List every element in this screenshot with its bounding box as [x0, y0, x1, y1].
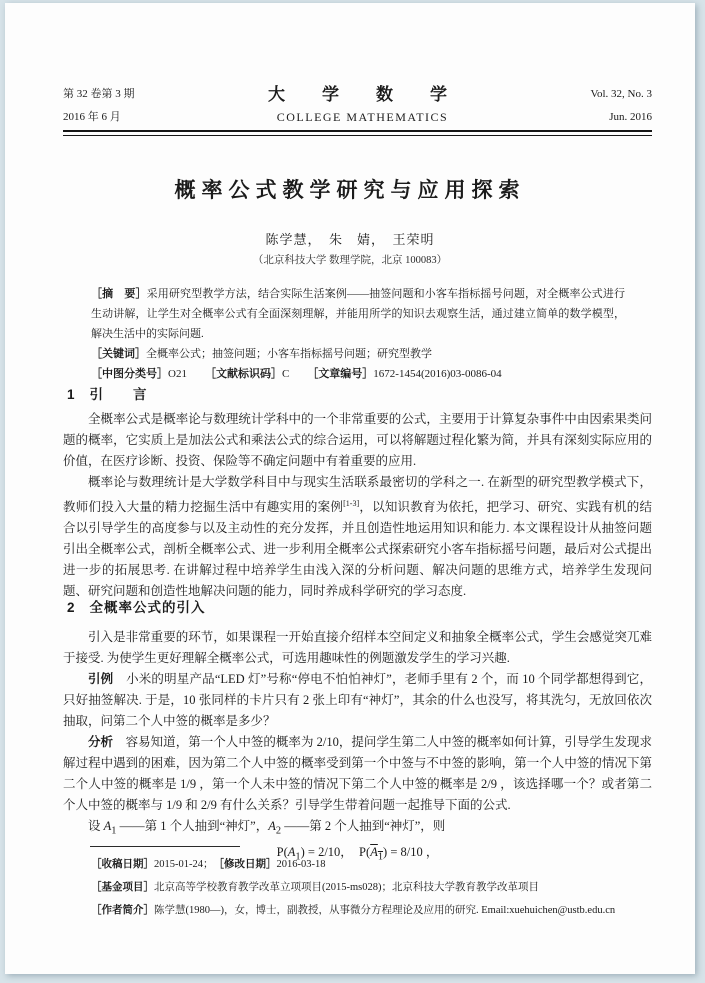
abstract-paragraph	[91, 284, 625, 344]
event-variable-A1: A	[103, 819, 112, 833]
formula-text: ) = 8/10 ，	[383, 844, 439, 859]
section1-paragraph-2	[63, 472, 652, 602]
section2-number: 2	[67, 600, 76, 615]
paragraph-text: ，以知识教育为依托，把学习、研究、实践有机的结合以引导学生的高度参与以及主动性的充分发挥，并且创造性地运用知识和能力. 本文课程设计从抽签问题引出全概率公式，剖析全概率公式、进一步利用全概率公式探索研究小客车指标摇号问题，最后对公式提出进一步的拓展思考. 在讲解过程中培养学生由浅入深的分析问题、解决问题的思维方式，培养学生发现问题、研究问题和创造性地解决问题的能力，同时养成科学研究的学习态度.	[63, 500, 652, 599]
paper-page	[5, 3, 695, 974]
section1-title: 引 言	[89, 387, 148, 402]
abstract-block	[91, 284, 625, 384]
footnote-separator-rule	[90, 846, 240, 847]
received-date-value: 2015-01-24；	[154, 859, 209, 870]
clc-value: O21	[168, 368, 187, 380]
event-definition-line	[63, 816, 652, 842]
analysis-text: 容易知道，第一个人中签的概率为 2/10，提问学生第二人中签的概率如何计算，引导学生发现求解过程中遇到的困难，因为第二个人中签的概率受到第一个中签与不中签的影响，第一个人中签的情况下第二个人中签的概率是 1/9 ，第一个人未中签的情况下第二个人中签的概率是 2/9 ，该选择哪一个？或者第二个人中签的概率与 1/9 和 2/9 有什么关系？引导学生带着问题一起推导下面的公式.	[63, 735, 652, 812]
event-variable-A2: A	[268, 819, 276, 833]
journal-date-en: Jun. 2016	[609, 111, 652, 123]
doc-code-value: C	[281, 368, 290, 380]
example-paragraph	[63, 669, 652, 732]
dates-footnote	[91, 853, 636, 876]
example-text: 小米的明星产品“LED 灯”号称“停电不怕怕神灯”，老师手里有 2 个，而 10 个同学都想得到它，只好抽签解决. 于是，10 张同样的卡片只有 2 张上印有“神灯”，其余的什么也没写，将其洗匀，无放回依次抽取，问第二个人中签的概率是多少？	[63, 672, 652, 728]
article-id-value: 1672-1454(2016)03-0086-04	[373, 368, 502, 380]
journal-name-en: COLLEGE MATHEMATICS	[276, 110, 449, 124]
author-bio-value: 陈学慧(1980—)，女，博士，副教授，从事微分方程理论及应用的研究. Email:xuehuichen@ustb.edu.cn	[154, 905, 616, 916]
setup-text: ——第 2 个人抽到“神灯”，则	[281, 819, 446, 833]
formula-subscript: 1	[377, 851, 384, 862]
author-bio-label: ［作者简介］	[91, 904, 154, 916]
section1-paragraph-1: 全概率公式是概率论与数理统计学科中的一个非常重要的公式，主要用于计算复杂事件中由因索果类问题的概率，它实质上是加法公式和乘法公式的综合运用，可以将解题过程化繁为简，并具有深刻实际应用的价值，在医疗诊断、投资、保险等不确定问题中有着重要的应用.	[63, 412, 652, 468]
formula-variable: A	[287, 844, 296, 859]
example-label: 引例	[88, 672, 114, 686]
article-authors: 陈学慧， 朱 婧， 王荣明	[265, 232, 435, 247]
classification-paragraph	[91, 364, 625, 384]
received-date-label: ［收稿日期］	[91, 858, 154, 870]
article-affiliation: （北京科技大学 数理学院，北京 100083）	[252, 255, 448, 266]
article-id-label: ［文章编号］	[307, 368, 374, 380]
section2-paragraph-1: 引入是非常重要的环节，如果课程一开始直接介绍样本空间定义和抽象全概率公式，学生会感觉突兀难于接受. 为使学生更好理解全概率公式，可选用趣味性的例题激发学生的学习兴趣.	[63, 630, 652, 665]
article-title: 概率公式教学研究与应用探索	[174, 178, 526, 202]
journal-date-cn: 2016 年 6 月	[63, 111, 121, 123]
analysis-paragraph	[63, 732, 652, 816]
setup-text: ——第 1 个人抽到“神灯”，	[116, 819, 269, 833]
setup-lead: 设	[88, 819, 104, 833]
formula-text: ) = 2/10， P(	[300, 844, 371, 859]
keywords-label: ［关键词］	[91, 348, 146, 360]
revised-date-value: 2016-03-18	[276, 859, 326, 870]
section2-heading	[67, 596, 206, 616]
fund-footnote	[91, 876, 636, 899]
formula-subscript: 1	[295, 851, 301, 862]
section2-body	[63, 627, 652, 867]
fund-label: ［基金项目］	[91, 881, 154, 893]
event-subscript-1: 1	[111, 825, 117, 837]
abstract-label: ［摘 要］	[91, 288, 147, 300]
header-left-column	[63, 83, 135, 129]
journal-header	[63, 83, 652, 129]
event-subscript-2: 2	[275, 825, 282, 837]
section1-body	[63, 409, 652, 602]
formula-variable-complement: A	[370, 844, 378, 859]
footnote-block	[91, 853, 636, 922]
citation-ref: [1-3]	[343, 499, 360, 508]
header-double-rule	[63, 130, 652, 136]
abstract-text: 采用研究型教学方法，结合实际生活案例——抽签问题和小客车指标摇号问题，对全概率公式进行生动讲解，让学生对全概率公式有全面深刻理解，并能用所学的知识去观察生活，通过建立简单的数学模型，解决生活中的实际问题.	[91, 288, 626, 340]
journal-volume-en: Vol. 32, No. 3	[590, 88, 652, 100]
formula-text: P(	[276, 844, 288, 859]
fund-value: 北京高等学校教育教学改革立项项目(2015-ms028)；北京科技大学教育教学改革项目	[154, 882, 539, 893]
revised-date-label: ［修改日期］	[218, 858, 277, 870]
header-right-column	[590, 83, 652, 129]
journal-issue-cn: 第 32 卷第 3 期	[63, 88, 135, 100]
keywords-paragraph	[91, 344, 625, 364]
section1-heading	[67, 383, 148, 403]
analysis-label: 分析	[88, 735, 114, 749]
journal-name-cn: 大 学 数 学	[267, 85, 457, 104]
section2-title: 全概率公式的引入	[89, 600, 206, 615]
doc-code-label: ［文献标识码］	[204, 368, 282, 380]
section1-number: 1	[67, 387, 76, 402]
header-center-column	[268, 83, 457, 129]
clc-label: ［中图分类号］	[91, 368, 168, 380]
paragraph-text: 概率论与数理统计是大学数学科目中与现实生活联系最密切的学科之一. 在新型的研究型教学模式下，教师们投入大量的精力挖掘生活中有趣实用的案例	[63, 475, 652, 515]
author-bio-footnote	[91, 899, 636, 922]
keywords-text: 全概率公式；抽签问题；小客车指标摇号问题；研究型教学	[146, 348, 432, 360]
